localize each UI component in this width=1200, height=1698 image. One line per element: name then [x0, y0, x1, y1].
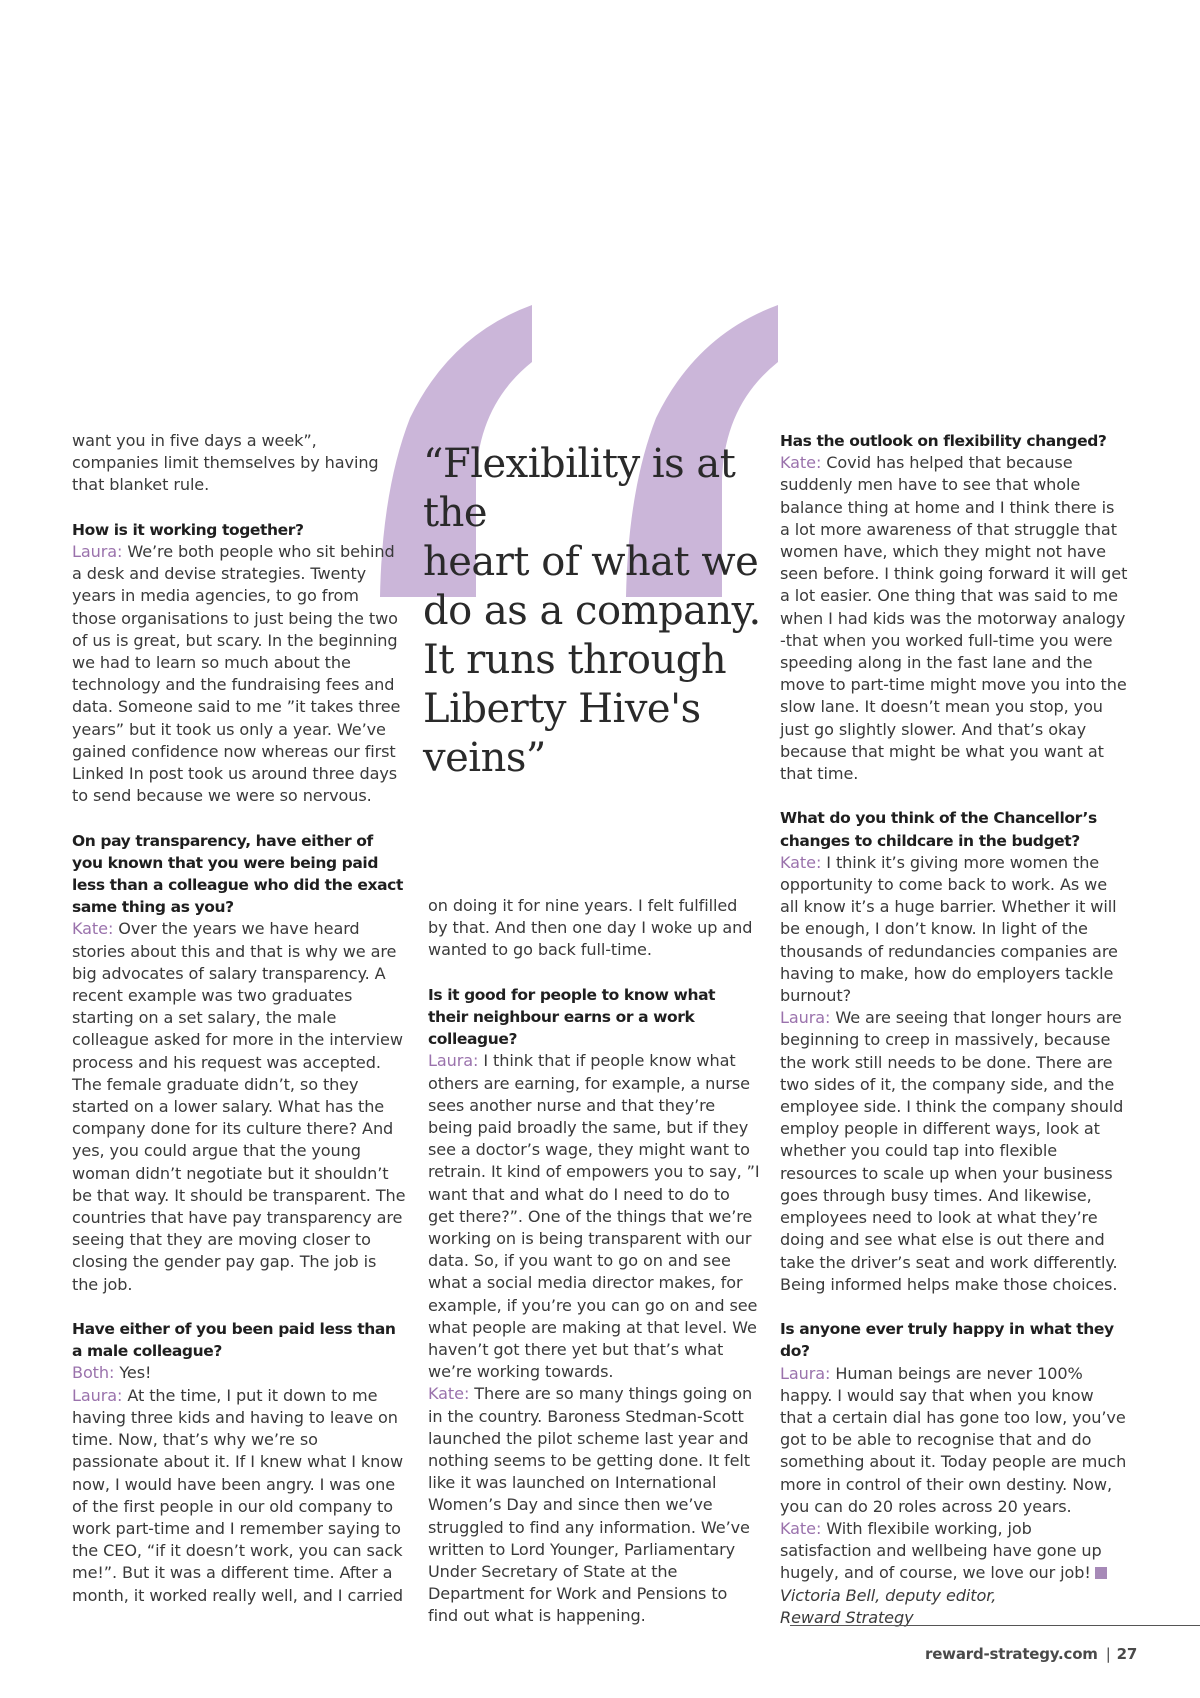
interview-question: Is it good for people to know what their neighbour earns or a work colleague?	[428, 985, 716, 1049]
answer-text: Covid has helped that because suddenly men have to see that whole balance thing at home and I think there is a lot more awareness of that struggle that women have, which they might not have seen before. I think going forward it will get a lot easier. One thing that was said to me when I had kids was the motorway analogy -that when you worked full-time you were speeding along in the fast lane and the move to part-time might move you into the slow lane. It doesn’t mean you stop, you just go slightly slower. And that’s okay because that might be what you want at that time.	[780, 453, 1128, 784]
article-column-3	[780, 430, 1128, 1629]
speaker-label: Laura:	[780, 1363, 831, 1383]
interview-question: How is it working together?	[72, 520, 304, 539]
answer-text: Yes!	[114, 1363, 152, 1383]
interview-question: Has the outlook on flexibility changed?	[780, 432, 1107, 450]
end-mark-square	[1095, 1567, 1107, 1579]
interview-question: On pay transparency, have either of you known that you were being paid less than a colleague who did the exact same thing as you?	[72, 831, 403, 917]
speaker-label: Kate:	[780, 1518, 822, 1538]
answer-paragraph	[780, 452, 1128, 785]
pull-quote-line: It runs through	[423, 637, 727, 683]
speaker-label: Kate:	[780, 852, 822, 872]
answer-paragraph	[428, 1383, 760, 1627]
pull-quote-line: “Flexibility is at the	[423, 441, 736, 536]
pull-quote	[423, 440, 768, 783]
byline-publication: Reward Strategy	[780, 1607, 914, 1627]
footer-rule	[790, 1625, 1200, 1626]
answer-paragraph	[780, 1007, 1128, 1296]
answer-paragraph	[72, 918, 406, 1295]
byline-author: Victoria Bell, deputy editor,	[780, 1585, 997, 1605]
answer-text: There are so many things going on in the country. Baroness Stedman-Scott launched the pilot scheme last year and nothing seems to be getting done. It felt like it was launched on International Women’s Day and since then we’ve struggled to find any information. We’ve written to Lord Younger, Parliamentary Under Secretary of State at the Department for Work and Pensions to find out what is happening.	[428, 1384, 753, 1626]
paragraph: on doing it for nine years. I felt fulfilled by that. And then one day I woke up and wanted to go back full-time.	[428, 896, 753, 960]
answer-paragraph	[72, 1362, 406, 1384]
answer-text: I think it’s giving more women the opportunity to come back to work. As we all know it’s a huge barrier. Whether it will be enough, I don’t know. In light of the thousands of redundancies companies are having to make, how do employers tackle burnout?	[780, 852, 1118, 1006]
speaker-label: Kate:	[428, 1384, 470, 1404]
answer-text: At the time, I put it down to me having three kids and having to leave on time. Now, that’s why we’re so passionate about it. If I knew what I know now, I would have been angry. I was one of the first people in our old company to work part-time and I remember saying to the CEO, “if it doesn’t work, you can sack me!”. But it was a different time. After a month, it worked really well, and I carried	[72, 1385, 404, 1605]
pull-quote-line: do as a company.	[423, 588, 761, 634]
interview-question: Have either of you been paid less than a male colleague?	[72, 1320, 396, 1361]
speaker-label: Laura:	[72, 1385, 123, 1405]
paragraph: want you in five days a week”, companies limit themselves by having that blanket rule.	[72, 431, 379, 495]
answer-paragraph	[780, 1518, 1128, 1585]
answer-text: With flexibile working, job satisfaction and wellbeing have gone up hugely, and of course, we love our job!	[780, 1518, 1102, 1583]
interview-question: What do you think of the Chancellor’s changes to childcare in the budget?	[780, 809, 1097, 850]
speaker-label: Both:	[72, 1363, 115, 1383]
footer-site: reward-strategy.com	[925, 1645, 1098, 1663]
article-column-1	[72, 430, 406, 1607]
answer-paragraph	[428, 1050, 760, 1383]
pull-quote-line: heart of what we	[423, 539, 759, 585]
answer-paragraph	[780, 852, 1128, 1007]
speaker-label: Kate:	[780, 453, 822, 473]
answer-text: We are seeing that longer hours are beginning to creep in massively, because the work still needs to be done. There are two sides of it, the company side, and the employee side. I think the company should employ people in different ways, look at whether you could tap into flexible resources to scale up when your business goes through busy times. And likewise, employees need to look at what they’re doing and see what else is out there and take the driver’s seat and work differently. Being informed helps make those choices.	[780, 1008, 1124, 1294]
answer-text: Over the years we have heard stories about this and that is why we are big advocates of salary transparency. A recent example was two graduates starting on a set salary, the male colleague asked for more in the interview process and his request was accepted. The female graduate didn’t, so they started on a lower salary. What has the company done for its culture there? And yes, you could argue that the young woman didn’t negotiate but it shouldn’t be that way. It should be transparent. The countries that have pay transparency are seeing that they are moving closer to closing the gender pay gap. The job is the job.	[72, 919, 406, 1294]
page-footer	[925, 1645, 1137, 1663]
answer-paragraph	[72, 541, 406, 807]
speaker-label: Laura:	[428, 1051, 479, 1071]
page-number: 27	[1116, 1645, 1138, 1663]
speaker-label: Laura:	[72, 542, 123, 561]
answer-text: Human beings are never 100% happy. I would say that when you know that a certain dial has gone too low, you’ve got to be able to recognise that and do something about it. Today people are much more in control of their own destiny. Now, you can do 20 roles across 20 years.	[780, 1363, 1127, 1516]
speaker-label: Kate:	[72, 919, 114, 939]
speaker-label: Laura:	[780, 1008, 831, 1028]
article-column-2	[428, 895, 760, 1628]
pull-quote-line: Liberty Hive's veins”	[423, 686, 701, 781]
interview-question: Is anyone ever truly happy in what they do?	[780, 1320, 1114, 1361]
answer-text: I think that if people know what others are earning, for example, a nurse sees another nurse and that they’re being paid broadly the same, but if they see a doctor’s wage, they might want to retrain. It kind of empowers you to say, ”I want that and what do I need to do to get there?”. One of the things that we’re working on is being transparent with our data. So, if you want to go on and see what a social media director makes, for example, if you’re you can go on and see what people are making at that level. We haven’t got there yet but that’s what we’re working towards.	[428, 1051, 760, 1382]
answer-paragraph	[72, 1385, 406, 1607]
footer-separator: |	[1105, 1645, 1111, 1663]
answer-text: We’re both people who sit behind a desk and devise strategies. Twenty years in media agencies, to go from those organisations to just being the two of us is great, but scary. In the beginning we had to learn so much about the technology and the fundraising fees and data. Someone said to me ”it takes three years” but it took us only a year. We’ve gained confidence now whereas our first Linked In post took us around three days to send because we were so nervous.	[72, 542, 401, 806]
answer-paragraph	[780, 1363, 1128, 1518]
